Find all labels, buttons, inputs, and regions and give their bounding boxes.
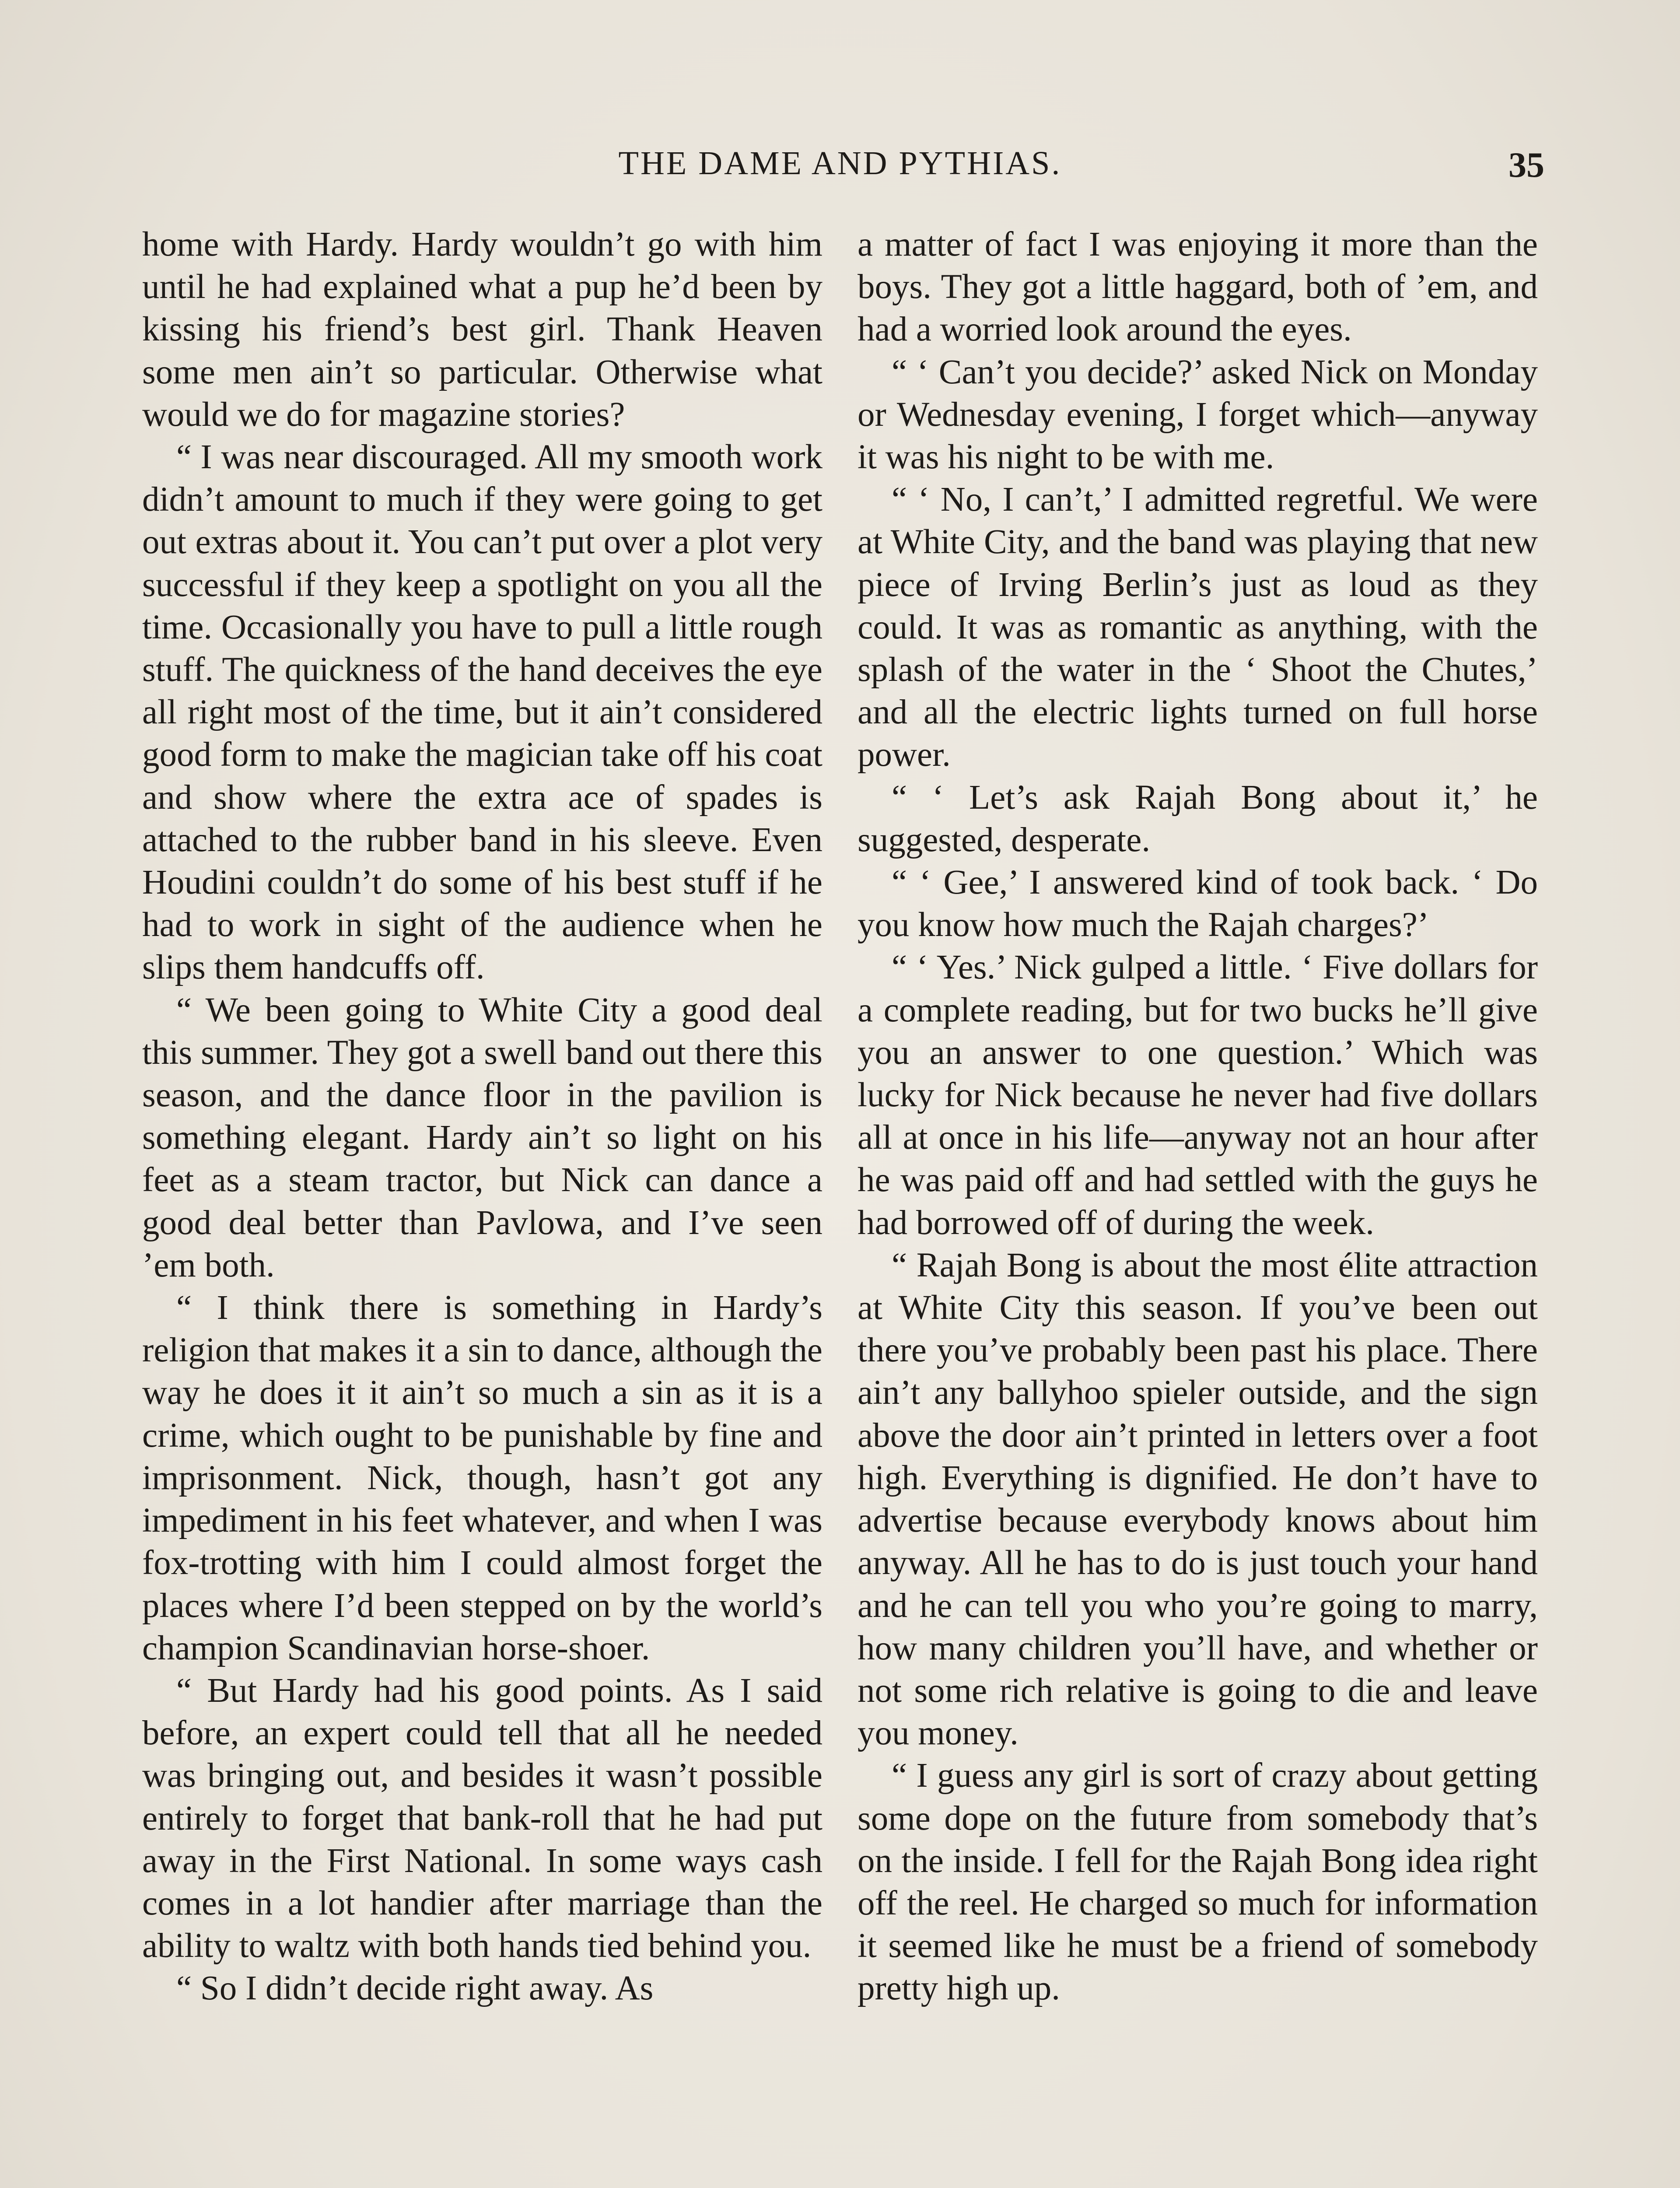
paragraph: “ I guess any girl is sort of crazy about getting some dope on the future from somebody that’s on the inside. I fell for the Rajah Bong idea right off the reel. He charged so much for information it seemed like he must be a friend of somebody pretty high up. xyxy=(858,1757,1538,2008)
paragraph: “ ‘ Can’t you decide?’ asked Nick on Monday or Wednesday evening, I forget which—anyway it was his night to be with me. xyxy=(858,353,1538,477)
paragraph: home with Hardy. Hardy wouldn’t go with him until he had explained what a pup he’d been by kissing his friend’s best girl. Thank Heaven some men ain’t so particular. Otherwise what would we do for magazine stories? xyxy=(142,225,822,434)
paragraph: “ Rajah Bong is about the most élite attraction at White City this season. If you’ve been out there you’ve probably been past his place. There ain’t any ballyhoo spieler outside, and the sign above the door ain’t printed in letters over a foot high. Everything is dignified. He don’t have to advertise because everybody knows about him anyway. All he has to do is just touch your hand and he can tell you who you’re going to marry, how many children you’ll have, and whether or not some rich relative is going to die and leave you money. xyxy=(858,1246,1538,1753)
paragraph: “ ‘ Let’s ask Rajah Bong about it,’ he suggested, desperate. xyxy=(858,778,1538,859)
paragraph: “ ‘ No, I can’t,’ I admitted regretful. We were at White City, and the band was playing that new piece of Irving Berlin’s just as loud as they could. It was as romantic as anything, with the splash of the water in the ‘ Shoot the Chutes,’ and all the electric lights turned on full horse power. xyxy=(858,480,1538,774)
left-column xyxy=(142,223,822,2188)
paragraph: “ We been going to White City a good deal this summer. They got a swell band out there this season, and the dance floor in the pavilion is something elegant. Hardy ain’t so light on his feet as a steam tractor, but Nick can dance a good deal better than Pavlowa, and I’ve seen ’em both. xyxy=(142,991,822,1284)
right-column xyxy=(858,223,1538,2188)
paragraph: “ But Hardy had his good points. As I said before, an expert could tell that all he needed was bringing out, and besides it wasn’t possible entirely to forget that bank-roll that he had put away in the First National. In some ways cash comes in a lot handier after marriage than the ability to waltz with both hands tied behind you. xyxy=(142,1671,822,1965)
page-number: 35 xyxy=(1508,145,1544,185)
paragraph: “ I think there is something in Hardy’s religion that makes it a sin to dance, although the way he does it it ain’t so much a sin as it is a crime, which ought to be punishable by fine and imprisonment. Nick, though, hasn’t got any impediment in his feet whatever, and when I was fox-trotting with him I could almost forget the places where I’d been stepped on by the world’s champion Scandinavian horse-shoer. xyxy=(142,1289,822,1667)
running-title: THE DAME AND PYTHIAS. xyxy=(618,145,1062,182)
paragraph: “ So I didn’t decide right away. As xyxy=(176,1969,654,2008)
running-head xyxy=(136,144,1544,193)
paragraph: “ ‘ Yes.’ Nick gulped a little. ‘ Five dollars for a complete reading, but for two bucks he’ll give you an answer to one question.’ Which was lucky for Nick because he never had five dollars all at once in his life—anyway not an hour after he was paid off and had settled with the guys he had borrowed off of during the week. xyxy=(858,948,1538,1242)
paragraph: “ I was near discouraged. All my smooth work didn’t amount to much if they were going to get out extras about it. You can’t put over a plot very successful if they keep a spotlight on you all the time. Occasionally you have to pull a little rough stuff. The quickness of the hand deceives the eye all right most of the time, but it ain’t considered good form to make the magician take off his coat and show where the extra ace of spades is attached to the rubber band in his sleeve. Even Houdini couldn’t do some of his best stuff if he had to work in sight of the audience when he slips them handcuffs off. xyxy=(142,438,822,987)
paragraph: a matter of fact I was enjoying it more than the boys. They got a little haggard, both of ’em, and had a worried look around the eyes. xyxy=(858,225,1538,349)
paragraph: “ ‘ Gee,’ I answered kind of took back. ‘ Do you know how much the Rajah charges?’ xyxy=(858,863,1538,944)
